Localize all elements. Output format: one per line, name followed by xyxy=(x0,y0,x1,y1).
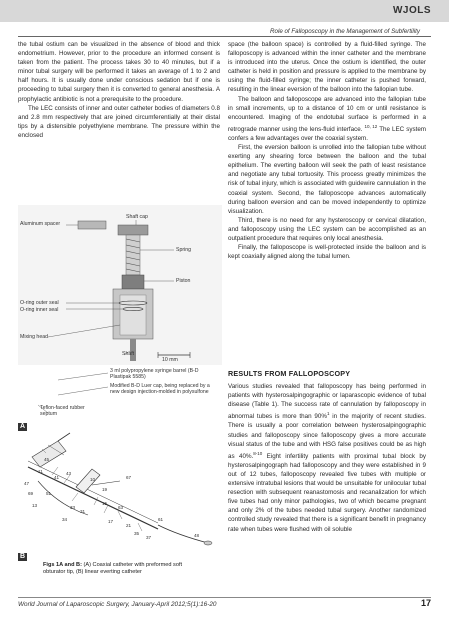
callout-number: 33 xyxy=(70,505,76,510)
running-title: Role of Falloposcopy in the Management of Subfertility xyxy=(270,28,420,35)
callout-number: 48 xyxy=(194,533,200,538)
callout-number: 34 xyxy=(62,517,68,522)
callout-number: 35 xyxy=(134,531,140,536)
callout-number: 17 xyxy=(108,519,114,524)
paragraph: the tubal ostium can be visualized in the absence of blood and thick endometrium. However, prior to the procedure an informed consent is taken from the patient. The process takes 30 to 40 minutes, but if a minor tubal surgery will be performed it takes an average of 1 to 2 and half hours. It is usually done under conscious sedation but if one is proceeding to tubal surgery then it is converted to general anesthesia. A prophylactic antibiotic is not a prerequisite to the procedure. xyxy=(18,41,220,103)
page-number: 17 xyxy=(420,598,431,608)
reference-superscript: 8-10 xyxy=(253,450,263,456)
callout-number: 51 xyxy=(46,491,52,496)
callout-number: 61 xyxy=(158,517,164,522)
label-piston: Piston xyxy=(176,278,191,284)
callout-number: 21 xyxy=(126,523,132,528)
header-rule xyxy=(18,36,431,37)
piston-shape xyxy=(122,275,144,289)
footer-rule xyxy=(18,597,431,598)
callout-number: 11 xyxy=(38,469,43,474)
callout-number: 15 xyxy=(102,501,108,506)
right-column-text xyxy=(228,40,426,261)
label-luer-cap: Modified B-D Luer cap, being replaced by a new design injection-molded in polysulfone xyxy=(110,383,210,396)
callout-number: 67 xyxy=(126,475,132,480)
panel-label-b: B xyxy=(20,553,26,560)
paragraph: Finally, the falloposcope is well-protected inside the balloon and is kept coaxially aligned along the tubal lumen. xyxy=(228,244,426,261)
label-shaft: Shaft xyxy=(122,351,135,357)
paragraph xyxy=(228,382,426,534)
paragraph: space (the balloon space) is controlled by a fluid-filled syringe. The falloposcopy is advanced within the inner catheter and the membrane is introduced into the uterus. Once the ostium is identified, the outer catheter is held in position and pressure is applied to the membrane by using the fluid-filled syringe; the inner catheter is pushed forward, resulting in the linear eversion of the balloon into the fallopian tube. xyxy=(228,41,426,94)
label-mixing-head: Mixing head xyxy=(20,334,48,340)
callout-number: 69 xyxy=(28,491,34,496)
shaft-shape xyxy=(130,339,136,361)
callout-number: 45 xyxy=(44,457,50,462)
paragraph: The LEC consists of inner and outer catheter bodies of diameters 0.8 and 2.8 mm respectively that are joined circumferentially at their distal tips by a distensible polyethylene membrane. The pressure within the enclosed xyxy=(18,104,220,139)
footer-journal: World Journal of Laparoscopic Surgery, January-April 2012;5(1):16-20 xyxy=(18,601,217,608)
paragraph-text: The balloon and falloposcope are advanced into the fallopian tube in small increments, up to a distance of 10 cm or until resistance is encountered. Imaging of the endotubal surface is performed in a retrograde manner using the lens-fluid interface. xyxy=(228,95,426,133)
paragraph: First, the eversion balloon is unrolled into the fallopian tube without exerting any shearing force between the balloon and the tubal epithelium. The everting balloon will seek the path of least resistance and negotiate any tubal tortuosity. This process greatly minimizes the risk of tubal injury, which is associated with guidewire cannulation in the coaxial system. Second, the falloposcope advances automatically during balloon eversion and can be moved independently to optimize visualization. xyxy=(228,144,426,215)
left-column-text xyxy=(18,40,220,140)
spring-shape xyxy=(126,235,140,275)
callout-number: 43 xyxy=(66,471,72,476)
label-o-ring-inner: O-ring inner seal xyxy=(20,307,59,313)
paragraph-text: The LEC system confers a few advantages over the coaxial system. xyxy=(228,125,426,143)
label-shaft-cap: Shaft cap xyxy=(126,214,148,220)
label-spring: Spring xyxy=(176,247,191,253)
shaft-cap-shape xyxy=(118,225,148,235)
callout-number: 13 xyxy=(32,503,38,508)
reference-superscript: 10, 12 xyxy=(364,123,378,129)
label-o-ring-outer: O-ring outer seal xyxy=(20,300,59,306)
paragraph xyxy=(228,95,426,144)
label-septum: Teflon-faced rubber septum xyxy=(40,405,85,418)
panel-label-a: A xyxy=(20,423,26,430)
callout-number: 31 xyxy=(80,509,86,514)
paragraph-text: Various studies revealed that falloposcopy has being performed in patients with hysterosalpingographic or laparascopic evidence of tubal disease (Table 1). The success rate of cannulation by falloposcopy in abnormal tubes is more than 90% xyxy=(228,383,426,421)
paragraph: Third, there is no need for any hysteroscopy or cervical dilatation, and falloposcopy using the LEC system can be accomplished as an outpatient procedure that requires only local anesthesia. xyxy=(228,216,426,243)
aluminum-spacer-shape xyxy=(78,221,106,229)
header-band xyxy=(0,0,449,22)
callout-number: 47 xyxy=(24,481,30,486)
label-barrel: 3 ml polypropylene syringe barrel (B-D Plastipak 5585) xyxy=(110,368,199,381)
label-aluminum-spacer: Aluminum spacer xyxy=(20,221,61,227)
callout-number: 37 xyxy=(146,535,152,540)
section-heading: RESULTS FROM FALLOPOSCOPY xyxy=(228,369,351,378)
reference-superscript: 1 xyxy=(326,411,330,417)
label-scale: 10 mm xyxy=(162,357,178,363)
callout-number: 41 xyxy=(54,475,60,480)
callout-number: 10 xyxy=(90,477,96,482)
paragraph-text: in the majority of recent studies. There is usually a poor correlation between hysterosalpingographic studies and falloposcopy since falloposcopy gives a more accurate visual status of the tube and with HSG false positives could be as high as 40%. xyxy=(228,413,426,460)
callout-number: 19 xyxy=(102,487,108,492)
caption-text: (A) Coaxial catheter with preformed soft obturator tip, (B) linear everting catheter xyxy=(43,562,183,576)
journal-abbreviation: WJOLS xyxy=(392,5,431,16)
callout-number: 63 xyxy=(118,505,124,510)
figure-caption xyxy=(43,562,203,576)
caption-label: Figs 1A and B: xyxy=(43,562,82,568)
paragraph-text: Eight infertility patients with proximal tubal block by hysterosalpingograph had falloposcopy and they were established in 9 out of 12 tubes, falloposcopy revealed five tubes with multiple or extensive intratubal lesions that would be unsuitable for unilocular tubal resection with subsequent reanastomosis and recanalization for which five tubes had only minor pathologies, two of which became pregnant and only 2% of the tubes needed tubal surgery. Another randomized controlled study revealed that there is a significant benefit in pregnancy rate when tubes were flushed with oil soluble xyxy=(228,452,426,533)
results-text xyxy=(228,382,426,534)
figure-1 xyxy=(18,205,222,580)
